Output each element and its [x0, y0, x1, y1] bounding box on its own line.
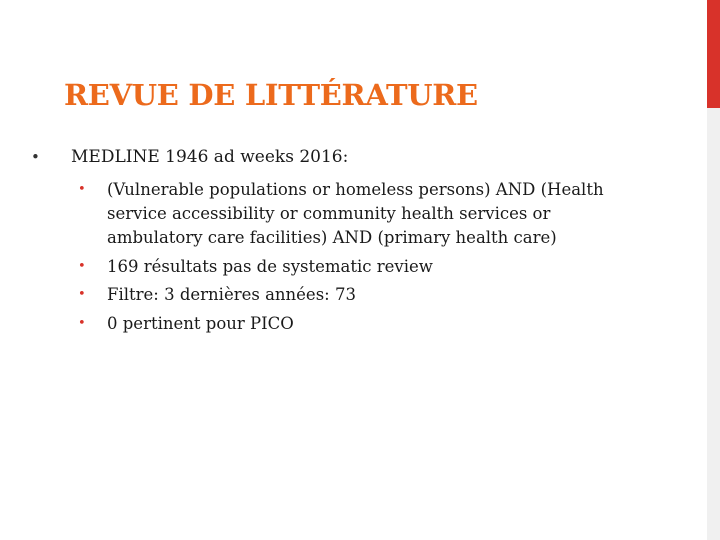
sub-bullet-marker: •	[78, 259, 86, 274]
sub-bullet-text: Filtre: 3 dernières années: 73	[107, 285, 356, 304]
sub-bullet-marker: •	[78, 182, 86, 197]
bullet-marker: •	[31, 148, 40, 166]
sub-bullet-text: 169 résultats pas de systematic review	[107, 257, 433, 276]
sub-bullet-text: (Vulnerable populations or homeless persons) AND (Health service accessibility or community health services or ambulatory care facilities) AND (primary health care)	[107, 180, 604, 247]
sub-bullet-marker: •	[78, 287, 86, 302]
slide-title: REVUE DE LITTÉRATURE	[64, 78, 478, 112]
sub-bullet-text: 0 pertinent pour PICO	[107, 314, 294, 333]
sub-bullet-marker: •	[78, 316, 86, 331]
bullet-text: MEDLINE 1946 ad weeks 2016:	[71, 147, 349, 167]
